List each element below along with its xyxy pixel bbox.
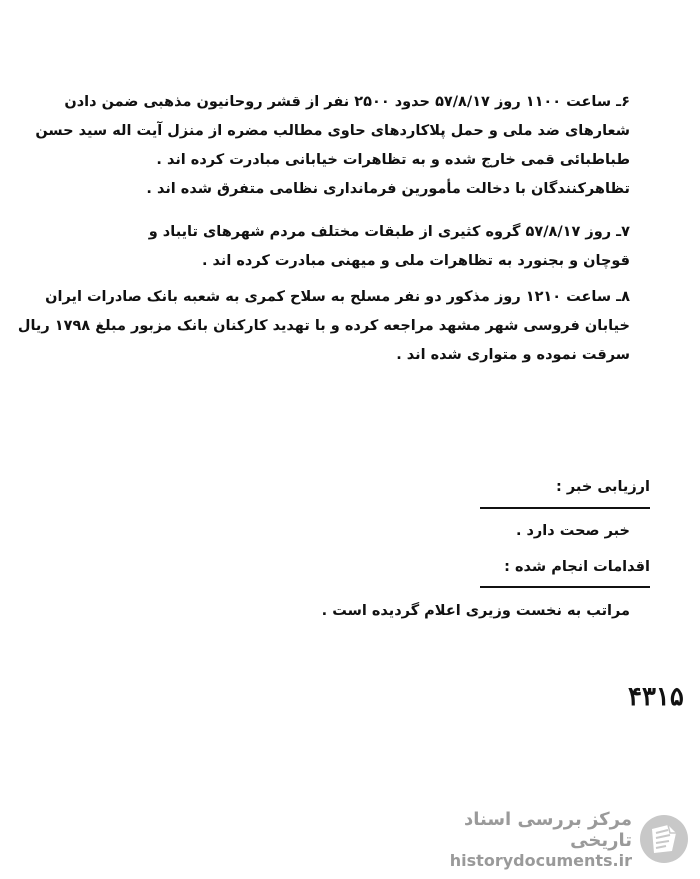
report-line: طباطبائی قمی خارج شده و به تظاهرات خیابانی مبادرت کرده اند . xyxy=(156,152,630,168)
evaluation-label: ارزیابی خبر : xyxy=(556,479,650,495)
report-line: تظاهرکنندگان با دخالت مأمورین فرمانداری نظامی متفرق شده اند . xyxy=(146,181,630,197)
action-underline xyxy=(480,586,650,588)
watermark-title: مرکز بررسی اسناد تاریخی xyxy=(464,808,632,851)
report-line: ۸ـ ساعت ۱۲۱۰ روز مذکور دو نفر مسلح به سلاح کمری به شعبه بانک صادرات ایران xyxy=(45,289,630,305)
action-value: مراتب به نخست وزیری اعلام گردیده است . xyxy=(321,603,630,619)
document-logo-icon xyxy=(638,813,690,865)
watermark xyxy=(400,807,690,871)
evaluation-underline xyxy=(480,507,650,509)
evaluation-value: خبر صحت دارد . xyxy=(515,523,630,539)
report-line: خیابان فروسی شهر مشهد مراجعه کرده و با تهدید کارکنان بانک مزبور مبلغ ۱۷۹۸ ریال xyxy=(17,318,630,334)
report-item-7 xyxy=(62,218,630,276)
report-line: سرقت نموده و متواری شده اند . xyxy=(396,347,630,363)
report-line: ۷ـ روز ۵۷/۸/۱۷ گروه کثیری از طبقات مختلف مردم شهرهای تایباد و xyxy=(148,224,630,240)
action-label: اقدامات انجام شده : xyxy=(504,559,650,575)
report-item-8 xyxy=(17,283,630,370)
report-line: قوچان و بجنورد به تظاهرات ملی و میهنی مبادرت کرده اند . xyxy=(201,253,630,269)
report-line: شعارهای ضد ملی و حمل پلاکاردهای حاوی مطالب مضره از منزل آیت اله سید حسن xyxy=(35,123,630,139)
page-number: ۴۳۱۵ xyxy=(628,682,684,712)
report-line: ۶ـ ساعت ۱۱۰۰ روز ۵۷/۸/۱۷ حدود ۲۵۰۰ نفر از قشر روحانیون مذهبی ضمن دادن xyxy=(64,94,630,110)
watermark-url[interactable]: historydocuments.ir xyxy=(449,850,632,870)
report-item-6 xyxy=(35,88,630,204)
watermark-text xyxy=(400,809,632,870)
